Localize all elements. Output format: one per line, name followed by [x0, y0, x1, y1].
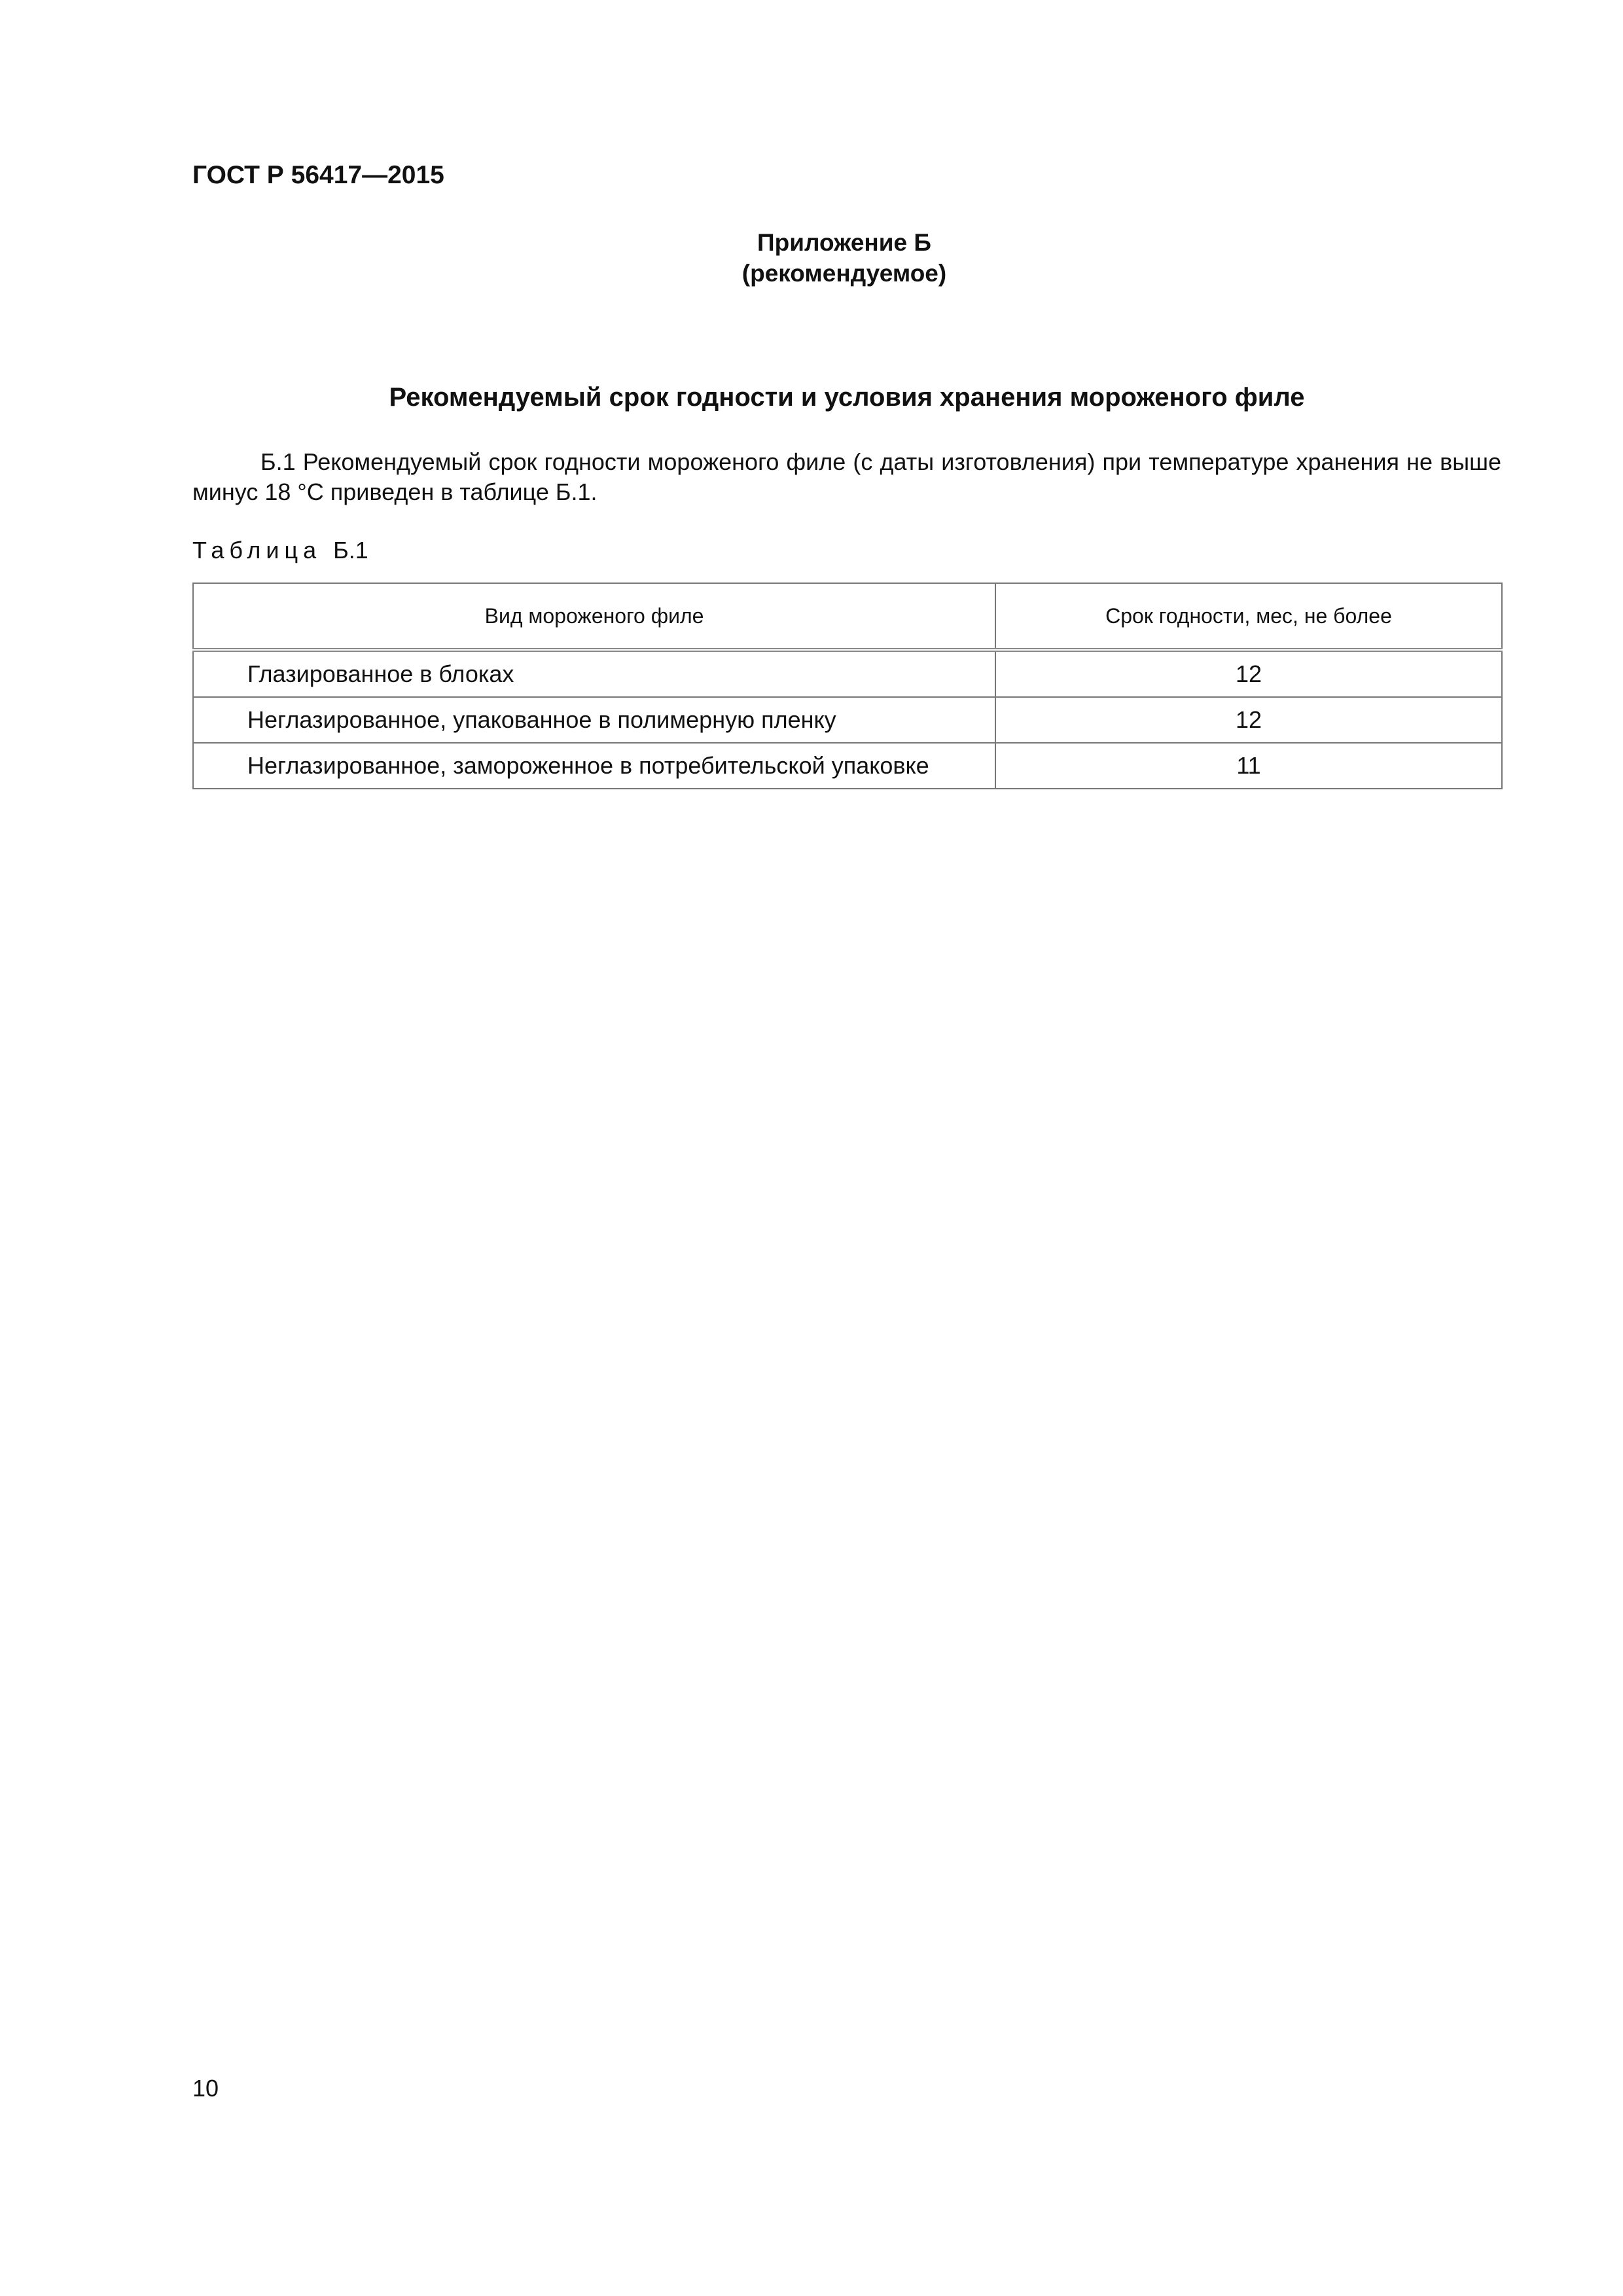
table-caption-number: Б.1: [333, 537, 368, 564]
table-row: [193, 743, 1502, 789]
appendix-status: (рекомендуемое): [741, 260, 947, 287]
paragraph-b1: [192, 447, 1501, 507]
cell-term: 12: [995, 697, 1502, 743]
cell-term: 11: [995, 743, 1502, 789]
paragraph-text: Б.1 Рекомендуемый срок годности мороженого филе (с даты изготовления) при температуре хранения не выше минус 18 °С приведен в таблице Б.1.: [192, 448, 1501, 505]
standard-code: ГОСТ Р 56417—2015: [192, 161, 444, 189]
column-header-kind: Вид мороженого филе: [193, 583, 995, 650]
page-number: 10: [192, 2075, 219, 2102]
cell-kind: Неглазированное, упакованное в полимерную пленку: [193, 697, 995, 743]
table-row: [193, 697, 1502, 743]
section-title: Рекомендуемый срок годности и условия хранения мороженого филе: [389, 383, 1305, 412]
cell-kind: Неглазированное, замороженное в потребительской упаковке: [193, 743, 995, 789]
column-header-term: Срок годности, мес, не более: [995, 583, 1502, 650]
table-row: [193, 650, 1502, 697]
cell-term: 12: [995, 650, 1502, 697]
appendix-title: Приложение Б: [757, 229, 931, 256]
table-header-row: [193, 583, 1502, 650]
table-caption: [192, 537, 368, 564]
cell-kind: Глазированное в блоках: [193, 650, 995, 697]
table-caption-label: Таблица: [192, 537, 322, 564]
shelf-life-table: [192, 583, 1503, 789]
